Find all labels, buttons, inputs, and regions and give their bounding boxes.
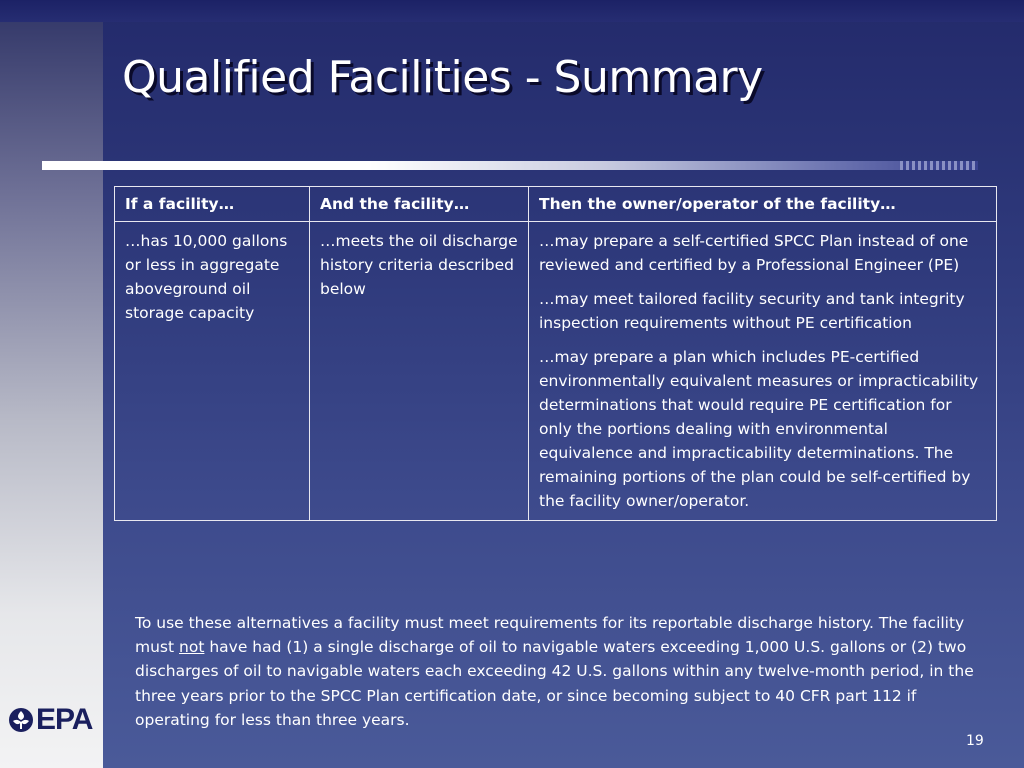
summary-table: [114, 186, 997, 521]
cell-capacity-condition: …has 10,000 gallons or less in aggregate aboveground oil storage capacity: [115, 222, 310, 521]
table-header-row: [115, 187, 997, 222]
cell-outcomes: [529, 222, 997, 521]
note-text-before: To use these alternatives a facility must meet requirements for its reportable discharge history. The facility must: [135, 614, 965, 657]
outcome-tailored-requirements: …may meet tailored facility security and tank integrity inspection requirements without PE certification: [539, 290, 965, 332]
logo-text: EPA: [36, 703, 93, 736]
epa-flower-icon: [8, 707, 34, 733]
top-decorative-band: [0, 0, 1024, 22]
slide-title: Qualified Facilities - Summary: [122, 52, 763, 103]
header-then-owner: Then the owner/operator of the facility…: [529, 187, 997, 222]
header-and-facility: And the facility…: [310, 187, 529, 222]
outcome-self-certified-plan: …may prepare a self-certified SPCC Plan instead of one reviewed and certified by a Professional Engineer (PE): [539, 232, 969, 274]
discharge-history-note: [135, 611, 975, 732]
note-emphasis-not: not: [179, 638, 205, 657]
title-divider-ticks: [900, 161, 978, 170]
outcome-pe-certified-portions: …may prepare a plan which includes PE-certified environmentally equivalent measures or impracticability determinations that would require PE certification for only the portions dealing with environmental equivalence and impracticability determinations. The remaining portions of the plan could be self-certified by the facility owner/operator.: [539, 348, 979, 510]
note-text-after: have had (1) a single discharge of oil to navigable waters exceeding 1,000 U.S. gallons or (2) two discharges of oil to navigable waters each exceeding 42 U.S. gallons within any twelve-month period, in the three years prior to the SPCC Plan certification date, or since becoming subject to 40 CFR part 112 if operating for less than three years.: [135, 638, 974, 729]
cell-history-condition: …meets the oil discharge history criteria described below: [310, 222, 529, 521]
epa-logo: [8, 703, 92, 737]
page-number: 19: [966, 733, 984, 749]
header-if-facility: If a facility…: [115, 187, 310, 222]
table-row: [115, 222, 997, 521]
title-divider: [42, 161, 978, 170]
left-decorative-band: [0, 0, 103, 768]
